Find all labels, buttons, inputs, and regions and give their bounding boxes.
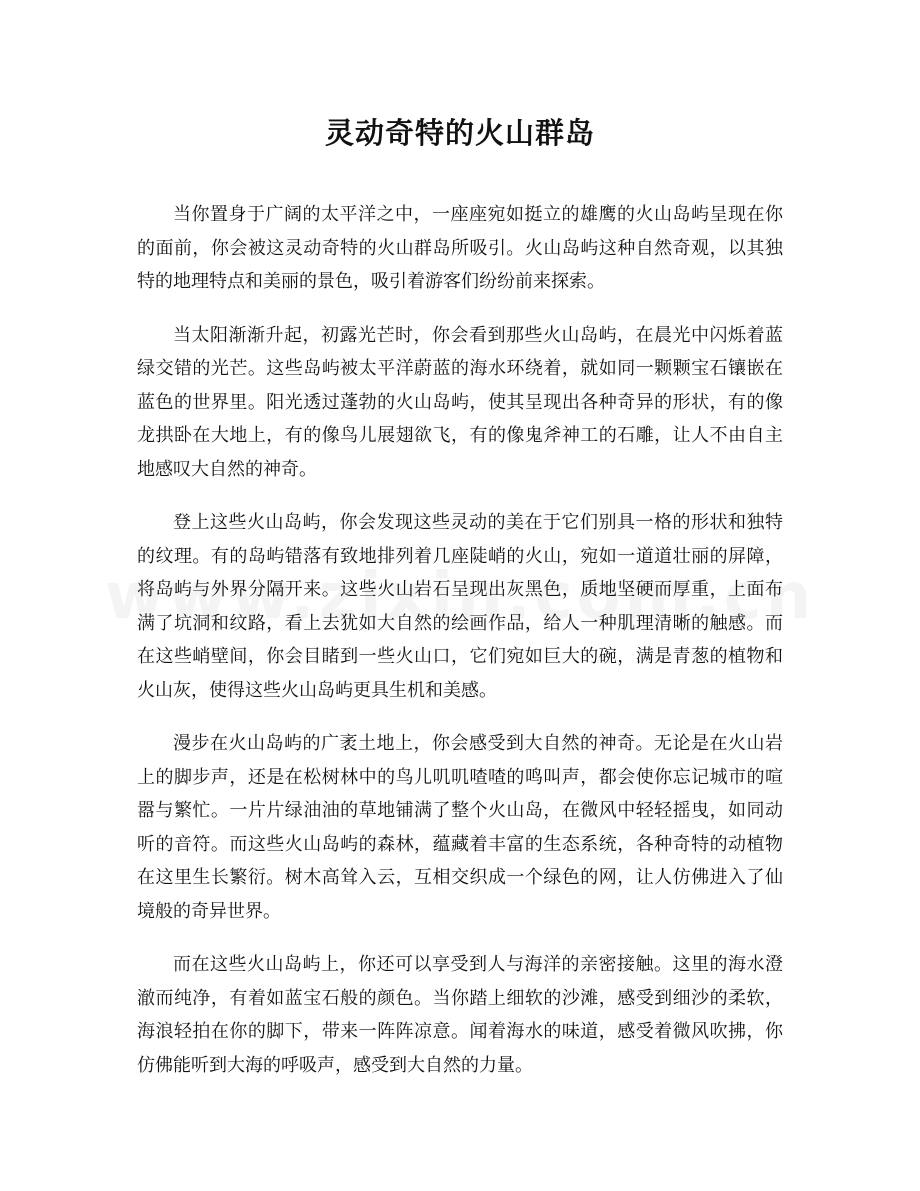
paragraph-3: 登上这些火山岛屿，你会发现这些灵动的美在于它们别具一格的形状和独特的纹理。有的岛屿错落有致地排列着几座陡峭的火山，宛如一道道壮丽的屏障，将岛屿与外界分隔开来。这些火山岩石呈现出灰黑色，质地坚硬而厚重，上面布满了坑洞和纹路，看上去犹如大自然的绘画作品，给人一种肌理清晰的触感。而在这些峭壁间，你会目睹到一些火山口，它们宛如巨大的碗，满是青葱的植物和火山灰，使得这些火山岛屿更具生机和美感。 [137,512,783,701]
paragraph-1: 当你置身于广阔的太平洋之中，一座座宛如挺立的雄鹰的火山岛屿呈现在你的面前，你会被这灵动奇特的火山群岛所吸引。火山岛屿这种自然奇观，以其独特的地理特点和美丽的景色，吸引着游客们纷纷前来探索。 [137,204,783,292]
document-title: 灵动奇特的火山群岛 [324,116,595,150]
paragraph-2: 当太阳渐渐升起，初露光芒时，你会看到那些火山岛屿，在晨光中闪烁着蓝绿交错的光芒。这些岛屿被太平洋蔚蓝的海水环绕着，就如同一颗颗宝石镶嵌在蓝色的世界里。阳光透过蓬勃的火山岛屿，使其呈现出各种奇异的形状，有的像龙拱卧在大地上，有的像鸟儿展翅欲飞，有的像鬼斧神工的石雕，让人不由自主地感叹大自然的神奇。 [137,324,783,480]
paragraph-5: 而在这些火山岛屿上，你还可以享受到人与海洋的亲密接触。这里的海水澄澈而纯净，有着如蓝宝石般的颜色。当你踏上细软的沙滩，感受到细沙的柔软，海浪轻拍在你的脚下，带来一阵阵凉意。闻着海水的味道，感受着微风吹拂，你仿佛能听到大海的呼吸声，感受到大自然的力量。 [137,954,783,1076]
paragraph-4: 漫步在火山岛屿的广袤土地上，你会感受到大自然的神奇。无论是在火山岩上的脚步声，还是在松树林中的鸟儿叽叽喳喳的鸣叫声，都会使你忘记城市的喧嚣与繁忙。一片片绿油油的草地铺满了整个火山岛，在微风中轻轻摇曳，如同动听的音符。而这些火山岛屿的森林，蕴藏着丰富的生态系统，各种奇特的动植物在这里生长繁衍。树木高耸入云，互相交织成一个绿色的网，让人仿佛进入了仙境般的奇异世界。 [137,733,783,922]
